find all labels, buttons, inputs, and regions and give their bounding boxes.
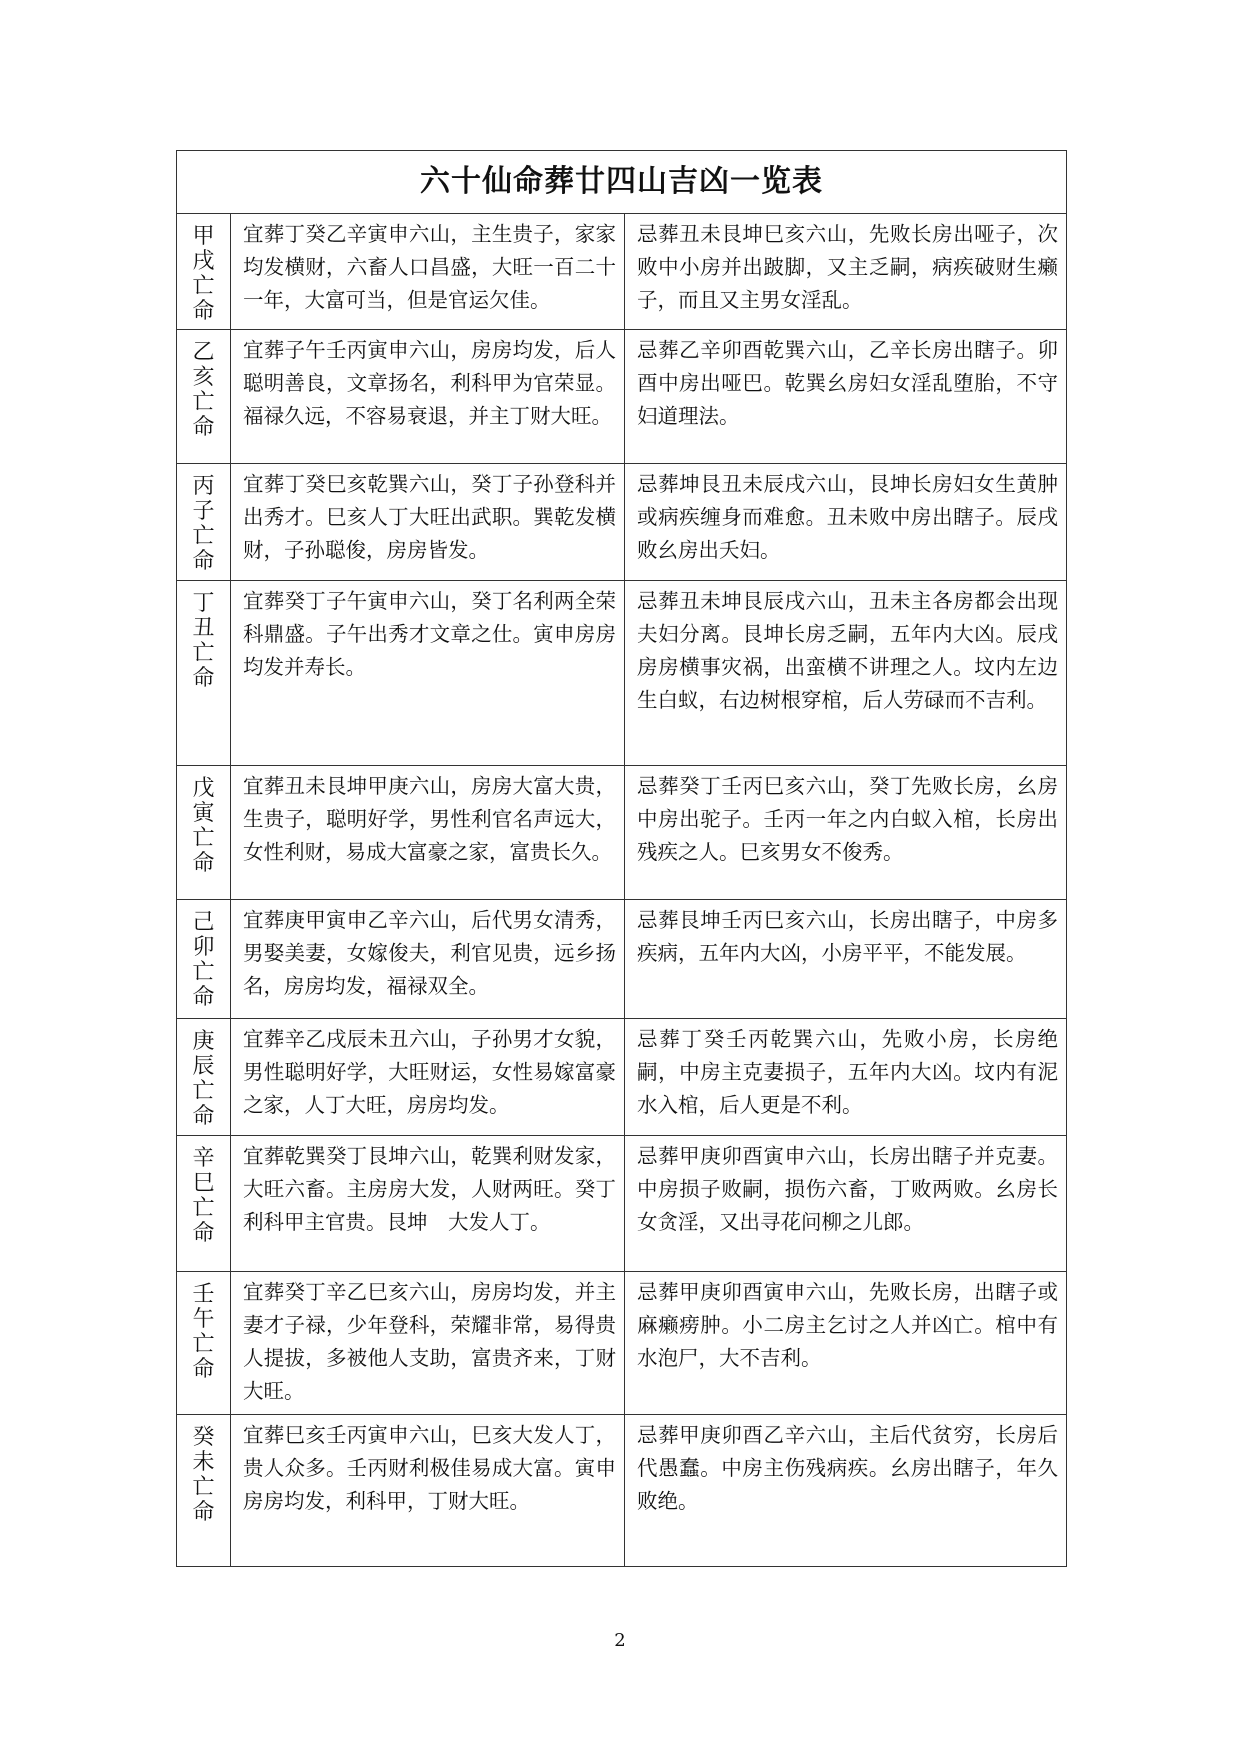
good-text: 宜葬丁癸巳亥乾巽六山，癸丁子孙登科并出秀才。巳亥人丁大旺出武职。巽乾发横财，子孙聪俊，房房皆发。 — [243, 472, 616, 562]
bad-text: 忌葬甲庚卯酉乙辛六山，主后代贫穷，长房后代愚蠢。中房主伤残病疾。幺房出瞎子，年久败绝。 — [637, 1423, 1059, 1513]
table-row — [177, 581, 1067, 766]
bad-text: 忌葬坤艮丑未辰戌六山，艮坤长房妇女生黄肿或病疾缠身而难愈。丑未败中房出瞎子。辰戌败幺房出夭妇。 — [637, 472, 1059, 562]
table-row — [177, 1019, 1067, 1136]
bad-text: 忌葬丑未坤艮辰戌六山，丑未主各房都会出现夫妇分离。艮坤长房乏嗣，五年内大凶。辰戌房房横事灾祸，出蛮横不讲理之人。坟内左边生白蚁，右边树根穿棺，后人劳碌而不吉利。 — [637, 589, 1059, 712]
table-row — [177, 1415, 1067, 1567]
title-row — [177, 151, 1067, 214]
table-row — [177, 330, 1067, 464]
bad-text: 忌葬癸丁壬丙巳亥六山，癸丁先败长房，幺房中房出驼子。壬丙一年之内白蚁入棺，长房出残疾之人。巳亥男女不俊秀。 — [637, 774, 1059, 864]
good-text: 宜葬乾巽癸丁艮坤六山，乾巽利财发家，大旺六畜。主房房大发，人财两旺。癸丁利科甲主官贵。艮坤 大发人丁。 — [243, 1144, 616, 1234]
good-text: 宜葬丑未艮坤甲庚六山，房房大富大贵，生贵子，聪明好学，男性利官名声远大，女性利财，易成大富豪之家，富贵长久。 — [243, 774, 616, 864]
good-text: 宜葬巳亥壬丙寅申六山，巳亥大发人丁，贵人众多。壬丙财利极佳易成大富。寅申房房均发，利科甲，丁财大旺。 — [243, 1423, 616, 1513]
row-name: 乙亥亡命 — [192, 340, 215, 440]
table-row — [177, 214, 1067, 330]
good-text: 宜葬癸丁辛乙巳亥六山，房房均发，并主妻才子禄，少年登科，荣耀非常，易得贵人提拔，多被他人支助，富贵齐来，丁财大旺。 — [243, 1280, 616, 1403]
bad-text: 忌葬丑未艮坤巳亥六山，先败长房出哑子，次败中小房并出跛脚，又主乏嗣，病疾破财生癞子，而且又主男女淫乱。 — [637, 222, 1059, 312]
row-name: 辛巳亡命 — [192, 1146, 215, 1246]
table-row — [177, 766, 1067, 900]
table-row — [177, 1272, 1067, 1415]
row-name: 戊寅亡命 — [192, 776, 215, 876]
row-name: 己卯亡命 — [192, 910, 215, 1010]
bad-text: 忌葬甲庚卯酉寅申六山，长房出瞎子并克妻。中房损子败嗣，损伤六畜，丁败两败。幺房长女贪淫，又出寻花问柳之儿郎。 — [637, 1144, 1059, 1234]
row-name: 庚辰亡命 — [192, 1029, 215, 1129]
row-name: 丁丑亡命 — [192, 591, 215, 691]
good-text: 宜葬子午壬丙寅申六山，房房均发，后人聪明善良，文章扬名，利科甲为官荣显。福禄久远，不容易衰退，并主丁财大旺。 — [243, 338, 616, 428]
fortune-table — [176, 150, 1067, 1567]
bad-text: 忌葬艮坤壬丙巳亥六山，长房出瞎子，中房多疾病，五年内大凶，小房平平，不能发展。 — [637, 908, 1059, 965]
table-row — [177, 900, 1067, 1019]
row-name: 癸未亡命 — [192, 1425, 215, 1525]
table-row — [177, 464, 1067, 581]
row-name: 丙子亡命 — [192, 474, 215, 574]
bad-text: 忌葬乙辛卯酉乾巽六山，乙辛长房出瞎子。卯酉中房出哑巴。乾巽幺房妇女淫乱堕胎，不守妇道理法。 — [637, 338, 1059, 428]
good-text: 宜葬丁癸乙辛寅申六山，主生贵子，家家均发横财，六畜人口昌盛，大旺一百二十一年，大富可当，但是官运欠佳。 — [243, 222, 616, 312]
good-text: 宜葬辛乙戌辰未丑六山，子孙男才女貌，男性聪明好学，大旺财运，女性易嫁富豪之家，人丁大旺，房房均发。 — [243, 1027, 616, 1117]
good-text: 宜葬癸丁子午寅申六山，癸丁名利两全荣科鼎盛。子午出秀才文章之仕。寅申房房均发并寿长。 — [243, 589, 616, 679]
table-title: 六十仙命葬廿四山吉凶一览表 — [420, 164, 824, 199]
bad-text: 忌葬甲庚卯酉寅申六山，先败长房，出瞎子或麻癞痨肿。小二房主乞讨之人并凶亡。棺中有水泡尸，大不吉利。 — [637, 1280, 1059, 1370]
bad-text: 忌葬丁癸壬丙乾巽六山，先败小房，长房绝嗣，中房主克妻损子，五年内大凶。坟内有泥水入棺，后人更是不利。 — [637, 1027, 1059, 1117]
table-title-cell — [177, 151, 1067, 214]
good-text: 宜葬庚甲寅申乙辛六山，后代男女清秀，男娶美妻，女嫁俊夫，利官见贵，远乡扬名，房房均发，福禄双全。 — [243, 908, 616, 998]
page-number: 2 — [614, 1630, 626, 1651]
table-row — [177, 1136, 1067, 1272]
row-name: 甲戌亡命 — [192, 224, 215, 324]
row-name: 壬午亡命 — [192, 1282, 215, 1382]
